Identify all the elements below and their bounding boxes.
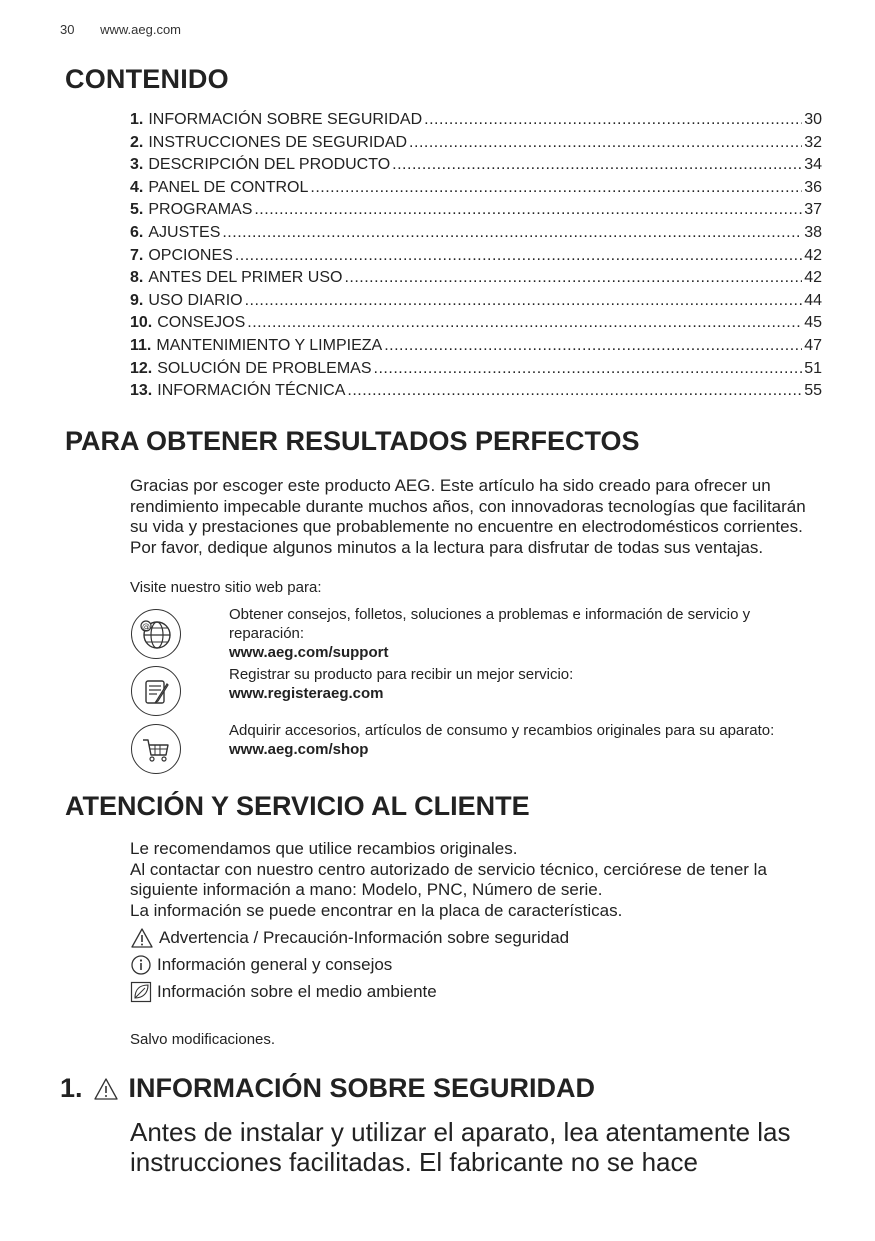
header-url: www.aeg.com: [100, 22, 182, 37]
legend-info: [130, 954, 392, 976]
toc-entry-page: 42: [804, 246, 822, 264]
shopping-cart-icon: [131, 724, 181, 774]
care-line-2: Al contactar con nuestro centro autorizado de servicio técnico, cerciórese de tener la siguiente información a mano: Modelo, PNC, Número de serie.: [130, 859, 767, 900]
results-intro: Gracias por escoger este producto AEG. Este artículo ha sido creado para ofrecer un rendimiento impecable durante muchos años, con innovadoras tecnologías que facilitarán su vida y prestaciones que probablemente no encuentre en electrodomésticos corrientes. Por favor, dedique algunos minutos a la lectura para disfrutar de todas sus ventajas.: [130, 476, 806, 557]
modifications-note: Salvo modificaciones.: [130, 1031, 276, 1048]
toc-leader-dots: [222, 224, 802, 242]
globe-icon: [131, 609, 181, 659]
toc-entry-label: AJUSTES: [148, 223, 221, 241]
info-icon: [130, 954, 152, 976]
service-register-text: Registrar su producto para recibir un mejor servicio:: [229, 666, 574, 683]
toc-leader-dots: [392, 156, 802, 174]
table-of-contents: [130, 111, 822, 405]
support-link[interactable]: www.aeg.com/support: [229, 644, 389, 661]
toc-entry-label: CONSEJOS: [157, 314, 246, 332]
visit-text: Visite nuestro sitio web para:: [130, 579, 322, 596]
safety-intro: Antes de instalar y utilizar el aparato, lea atentamente las instrucciones facilitadas. El fabricante no se hace: [130, 1117, 791, 1177]
toc-entry-number: 2.: [130, 133, 144, 151]
customer-care-text: [130, 839, 820, 921]
toc-entry-number: 5.: [130, 201, 144, 219]
toc-entry[interactable]: [130, 111, 822, 134]
toc-leader-dots: [374, 360, 803, 378]
toc-entry-number: 11.: [130, 336, 152, 354]
toc-entry[interactable]: [130, 179, 822, 202]
shop-link[interactable]: www.aeg.com/shop: [229, 741, 369, 758]
toc-entry-page: 45: [804, 314, 822, 332]
toc-entry-page: 47: [804, 336, 822, 354]
toc-entry[interactable]: [130, 337, 822, 360]
toc-entry-page: 37: [804, 201, 822, 219]
toc-entry-page: 42: [804, 269, 822, 287]
legend-environment: [130, 981, 437, 1003]
toc-entry-number: 1.: [130, 111, 144, 128]
toc-entry-number: 7.: [130, 246, 144, 264]
toc-entry[interactable]: [130, 247, 822, 270]
toc-entry-label: INSTRUCCIONES DE SEGURIDAD: [148, 133, 408, 151]
toc-leader-dots: [344, 269, 802, 287]
page-header: [60, 22, 181, 37]
safety-title: INFORMACIÓN SOBRE SEGURIDAD: [128, 1073, 596, 1103]
care-line-1: Le recomendamos que utilice recambios originales.: [130, 839, 518, 858]
toc-entry-page: 44: [804, 291, 822, 309]
service-support: [229, 605, 819, 662]
toc-leader-dots: [254, 201, 802, 219]
toc-leader-dots: [235, 247, 802, 265]
toc-entry-page: 30: [804, 111, 822, 128]
toc-entry-page: 38: [804, 223, 822, 241]
legend-warning-text: Advertencia / Precaución-Información sobre seguridad: [159, 928, 570, 947]
register-link[interactable]: www.registeraeg.com: [229, 685, 384, 702]
service-shop: [229, 721, 819, 759]
toc-entry[interactable]: [130, 382, 822, 405]
toc-leader-dots: [409, 134, 802, 152]
toc-entry-number: 9.: [130, 291, 144, 309]
contents-title: CONTENIDO: [65, 64, 229, 94]
toc-entry-page: 32: [804, 133, 822, 151]
toc-entry-number: 3.: [130, 156, 144, 174]
service-register: [229, 665, 819, 703]
customer-care-title: ATENCIÓN Y SERVICIO AL CLIENTE: [65, 791, 530, 821]
toc-entry-page: 51: [804, 359, 822, 377]
toc-entry[interactable]: [130, 134, 822, 157]
warning-icon: [130, 927, 154, 949]
toc-entry-label: MANTENIMIENTO Y LIMPIEZA: [156, 336, 383, 354]
toc-entry-label: INFORMACIÓN SOBRE SEGURIDAD: [148, 111, 423, 128]
toc-entry[interactable]: [130, 269, 822, 292]
toc-entry-number: 13.: [130, 382, 153, 400]
svg-text:@: @: [142, 622, 150, 631]
toc-entry-label: USO DIARIO: [148, 291, 243, 309]
warning-icon: [93, 1077, 119, 1101]
toc-entry[interactable]: [130, 201, 822, 224]
legend-info-text: Información general y consejos: [157, 955, 393, 974]
toc-entry[interactable]: [130, 360, 822, 383]
legend-environment-text: Información sobre el medio ambiente: [157, 982, 437, 1001]
page-number: 30: [60, 22, 75, 37]
toc-entry-page: 55: [804, 382, 822, 400]
service-shop-text: Adquirir accesorios, artículos de consumo y recambios originales para su aparato:: [229, 722, 775, 739]
toc-entry-label: PANEL DE CONTROL: [148, 178, 309, 196]
toc-entry[interactable]: [130, 314, 822, 337]
toc-leader-dots: [424, 111, 802, 129]
service-support-text: Obtener consejos, folletos, soluciones a problemas e información de servicio y reparación:: [229, 606, 751, 642]
leaf-icon: [130, 981, 152, 1003]
toc-entry-number: 10.: [130, 314, 153, 332]
toc-entry-number: 6.: [130, 223, 144, 241]
toc-entry-label: OPCIONES: [148, 246, 233, 264]
toc-leader-dots: [245, 292, 803, 310]
toc-entry-page: 36: [804, 178, 822, 196]
toc-entry[interactable]: [130, 224, 822, 247]
results-title: PARA OBTENER RESULTADOS PERFECTOS: [65, 426, 640, 456]
toc-entry-number: 12.: [130, 359, 153, 377]
toc-entry[interactable]: [130, 156, 822, 179]
toc-entry-label: ANTES DEL PRIMER USO: [148, 269, 343, 287]
toc-entry-label: DESCRIPCIÓN DEL PRODUCTO: [148, 156, 391, 174]
toc-entry-label: SOLUCIÓN DE PROBLEMAS: [157, 359, 372, 377]
toc-leader-dots: [347, 382, 802, 400]
toc-entry-number: 8.: [130, 269, 144, 287]
section-number: 1.: [60, 1073, 83, 1103]
toc-entry[interactable]: [130, 292, 822, 315]
toc-leader-dots: [310, 179, 802, 197]
toc-entry-page: 34: [804, 156, 822, 174]
toc-leader-dots: [247, 314, 802, 332]
toc-entry-label: INFORMACIÓN TÉCNICA: [157, 382, 346, 400]
toc-leader-dots: [384, 337, 802, 355]
care-line-3: La información se puede encontrar en la placa de características.: [130, 900, 623, 920]
safety-heading: [60, 1073, 595, 1104]
legend-warning: [130, 927, 569, 949]
register-icon: [131, 666, 181, 716]
toc-entry-number: 4.: [130, 178, 144, 196]
toc-entry-label: PROGRAMAS: [148, 201, 253, 219]
